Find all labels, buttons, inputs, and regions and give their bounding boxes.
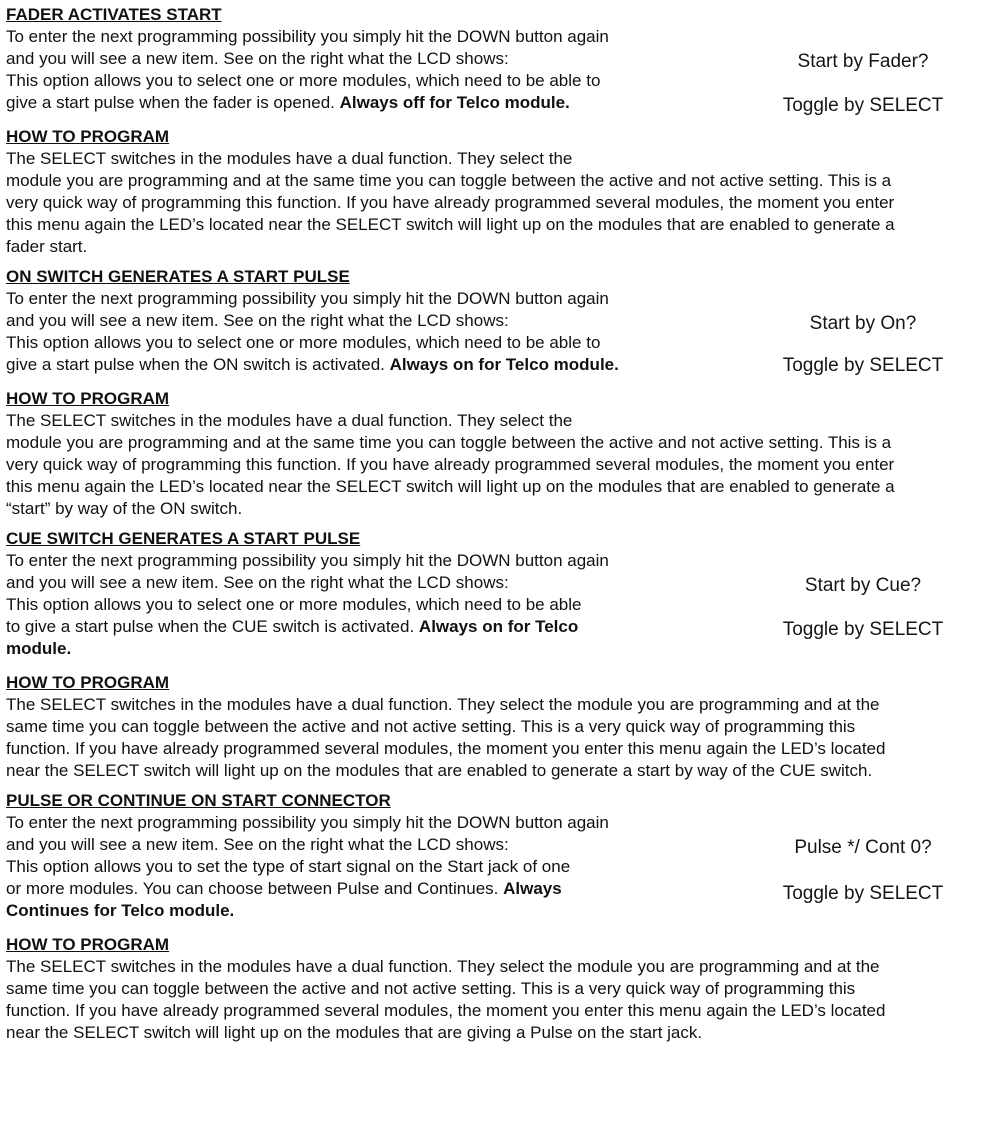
body-line: near the SELECT switch will light up on the modules that are enabled to generate a start by way of the CUE switch. (6, 761, 873, 780)
telco-note: Always off for Telco module. (339, 93, 570, 112)
telco-note-continued: module. (6, 639, 72, 658)
body-line: The SELECT switches in the modules have a dual function. They select the module you are programming and at the (6, 957, 880, 976)
body-line: module you are programming and at the same time you can toggle between the active and not active setting. This is a (6, 171, 892, 190)
body-line: and you will see a new item. See on the right what the LCD shows: (6, 49, 509, 68)
body-line: this menu again the LED’s located near the SELECT switch will light up on the modules that are enabled to generate a (6, 215, 895, 234)
body-line: To enter the next programming possibility you simply hit the DOWN button again (6, 551, 609, 570)
body-line: same time you can toggle between the active and not active setting. This is a very quick way of programming this (6, 717, 856, 736)
body-line: This option allows you to select one or more modules, which need to be able to (6, 71, 601, 90)
lcd-display-text: Toggle by SELECT (782, 95, 944, 116)
body-line: To enter the next programming possibility you simply hit the DOWN button again (6, 289, 609, 308)
body-line: same time you can toggle between the active and not active setting. This is a very quick way of programming this (6, 979, 856, 998)
section-how-to-program (6, 126, 996, 258)
lcd-display-text: Start by Cue? (804, 575, 922, 596)
body-text: give a start pulse when the fader is opened. (6, 93, 340, 112)
section-heading: HOW TO PROGRAM (6, 127, 170, 146)
section-how-to-program (6, 388, 996, 520)
section-cue-switch-start-pulse (6, 528, 996, 660)
section-fader-activates-start (6, 4, 996, 114)
telco-note-continued: Continues for Telco module. (6, 901, 235, 920)
telco-note: Always on for Telco module. (389, 355, 619, 374)
body-text: to give a start pulse when the CUE switch is activated. (6, 617, 419, 636)
section-heading: HOW TO PROGRAM (6, 673, 170, 692)
body-line: and you will see a new item. See on the right what the LCD shows: (6, 311, 509, 330)
section-how-to-program (6, 672, 996, 782)
body-text: give a start pulse when the ON switch is activated. (6, 355, 390, 374)
body-line: function. If you have already programmed several modules, the moment you enter this menu again the LED’s located (6, 1001, 886, 1020)
body-line: very quick way of programming this function. If you have already programmed several modules, the moment you enter (6, 455, 895, 474)
body-text: or more modules. You can choose between Pulse and Continues. (6, 879, 504, 898)
lcd-display-text: Toggle by SELECT (782, 619, 944, 640)
body-line: and you will see a new item. See on the right what the LCD shows: (6, 573, 509, 592)
body-line: This option allows you to set the type of start signal on the Start jack of one (6, 857, 571, 876)
section-heading: ON SWITCH GENERATES A START PULSE (6, 267, 350, 286)
body-line: module you are programming and at the same time you can toggle between the active and not active setting. This is a (6, 433, 892, 452)
lcd-display-text: Start by Fader? (797, 51, 929, 72)
lcd-display-text: Start by On? (809, 313, 917, 334)
body-line: very quick way of programming this function. If you have already programmed several modules, the moment you enter (6, 193, 895, 212)
section-heading: HOW TO PROGRAM (6, 389, 170, 408)
section-heading: FADER ACTIVATES START (6, 5, 222, 24)
lcd-display-text: Toggle by SELECT (782, 355, 944, 376)
section-heading: PULSE OR CONTINUE ON START CONNECTOR (6, 791, 391, 810)
body-line: The SELECT switches in the modules have a dual function. They select the module you are programming and at the (6, 695, 880, 714)
telco-note: Always on for Telco (418, 617, 579, 636)
body-line: near the SELECT switch will light up on the modules that are giving a Pulse on the start jack. (6, 1023, 703, 1042)
section-heading: CUE SWITCH GENERATES A START PULSE (6, 529, 361, 548)
body-line: The SELECT switches in the modules have a dual function. They select the (6, 411, 573, 430)
body-line: function. If you have already programmed several modules, the moment you enter this menu again the LED’s located (6, 739, 886, 758)
body-line: this menu again the LED’s located near the SELECT switch will light up on the modules that are enabled to generate a (6, 477, 895, 496)
section-heading: HOW TO PROGRAM (6, 935, 170, 954)
lcd-display-text: Toggle by SELECT (782, 883, 944, 904)
body-line: The SELECT switches in the modules have a dual function. They select the (6, 149, 573, 168)
document-page (6, 4, 996, 1044)
lcd-display-text: Pulse */ Cont 0? (794, 837, 932, 858)
section-on-switch-start-pulse (6, 266, 996, 376)
body-line: fader start. (6, 237, 88, 256)
body-line: and you will see a new item. See on the right what the LCD shows: (6, 835, 509, 854)
telco-note: Always (503, 879, 562, 898)
body-line: This option allows you to select one or more modules, which need to be able (6, 595, 582, 614)
body-line: To enter the next programming possibility you simply hit the DOWN button again (6, 813, 609, 832)
body-line: To enter the next programming possibility you simply hit the DOWN button again (6, 27, 609, 46)
body-line: This option allows you to select one or more modules, which need to be able to (6, 333, 601, 352)
section-pulse-or-continue (6, 790, 996, 922)
body-line: “start” by way of the ON switch. (6, 499, 243, 518)
section-how-to-program (6, 934, 996, 1044)
